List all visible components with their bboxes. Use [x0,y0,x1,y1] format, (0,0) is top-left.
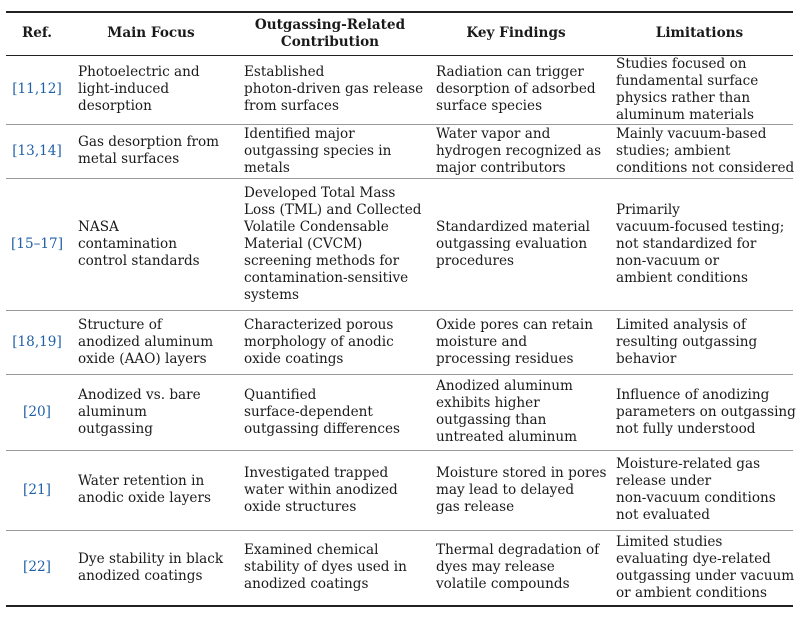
header-line: Limitations [655,25,744,42]
cell-line: Volatile Condensable [244,218,389,235]
literature-review-table [6,11,796,607]
cell-line: Water vapor and [436,125,551,142]
cell-main-focus [68,55,234,124]
cell-main-focus [68,450,234,530]
cell-main-focus [68,178,234,310]
cell-line: photon-driven gas release [244,81,424,97]
cell-line: non-vacuum or [616,252,720,269]
cell-line: Investigated trapped [244,464,389,481]
cell-line: vacuum-focused testing; [616,218,785,235]
cell-line: procedures [436,252,515,269]
cell-main-focus [68,124,234,178]
cell-line: outgassing [78,420,153,437]
cell-line: outgassing differences [244,420,400,437]
cell-line: anodized coatings [78,567,203,584]
cell-line: major contributors [436,159,566,176]
cell-line: moisture and [436,333,528,350]
cell-limitations [606,530,793,606]
cell-line: anodized aluminum [78,333,214,350]
cell-limitations [606,124,793,178]
cell-line: Anodized vs. bare [78,386,201,403]
cell-limitations [606,310,793,374]
header-contribution [234,12,426,55]
cell-line: Examined chemical [244,542,379,559]
header-main-focus [68,12,234,55]
reference-link[interactable]: [21] [23,481,51,498]
cell-line: Structure of [78,316,162,333]
reference-link[interactable]: [20] [23,403,51,420]
cell-line: or ambient conditions [616,584,767,601]
cell-line: untreated aluminum [436,429,577,445]
cell-line: anodic oxide layers [78,490,211,506]
cell-line: oxide (AAO) layers [78,350,207,367]
cell-contribution [234,310,426,374]
cell-line: metals [244,159,290,176]
cell-line: oxide structures [244,498,357,515]
cell-line: Dye stability in black [78,550,224,567]
cell-line: processing residues [436,350,574,367]
cell-line: water within anodized [244,481,398,498]
cell-line: fundamental surface [616,72,759,89]
table-row [6,310,793,374]
cell-line: exhibits higher [436,395,540,411]
reference-link[interactable]: [22] [23,559,51,576]
header-line: Contribution [280,33,380,50]
cell-line: hydrogen recognized as [436,142,602,159]
cell-line: Limited studies [616,533,723,550]
cell-line: light-induced [78,81,170,97]
cell-line: desorption of adsorbed [436,81,596,97]
reference-link[interactable]: [13,14] [12,142,62,159]
cell-key-findings [426,310,606,374]
cell-line: surface-dependent [244,403,373,420]
cell-main-focus [68,310,234,374]
cell-line: stability of dyes used in [244,559,407,576]
cell-key-findings [426,450,606,530]
cell-main-focus [68,374,234,450]
cell-line: gas release [436,498,515,515]
cell-line: Established [244,64,325,80]
header-line: Key Findings [466,25,566,42]
table-body [6,55,796,606]
cell-line: Identified major [244,125,355,142]
cell-line: resulting outgassing [616,333,758,350]
cell-line: physics rather than [616,89,751,106]
cell-line: Primarily [616,201,680,218]
cell-line: Radiation can trigger [436,64,584,80]
cell-limitations [606,450,793,530]
cell-line: outgassing species in [244,142,392,159]
cell-line: aluminum materials [616,106,754,123]
cell-line: may lead to delayed [436,481,575,498]
cell-line: metal surfaces [78,151,180,167]
header-line: Ref. [21,25,53,42]
cell-key-findings [426,530,606,606]
reference-link[interactable]: [15–17] [11,235,63,252]
cell-line: Characterized porous [244,316,394,333]
cell-line: morphology of anodic [244,333,394,350]
cell-contribution [234,374,426,450]
cell-key-findings [426,55,606,124]
table-row [6,124,793,178]
cell-line: contamination-sensitive [244,269,409,286]
cell-limitations [606,374,796,450]
cell-line: Photoelectric and [78,64,200,80]
header-ref [6,12,68,55]
cell-line: Water retention in [78,473,205,489]
cell-line: Standardized material [436,218,591,235]
cell-contribution [234,530,426,606]
cell-line: release under [616,473,712,489]
cell-line: surface species [436,98,543,114]
cell-line: systems [244,286,300,303]
cell-line: Thermal degradation of [436,542,600,559]
cell-key-findings [426,124,606,178]
cell-line: Loss (TML) and Collected [244,201,422,218]
cell-line: contamination [78,235,177,252]
cell-line: Moisture stored in pores [436,464,607,481]
header-row [6,12,793,55]
cell-line: outgassing than [436,412,547,428]
reference-link[interactable]: [11,12] [12,81,62,97]
table-row [6,450,793,530]
cell-line: Gas desorption from [78,134,220,150]
cell-main-focus [68,530,234,606]
cell-line: outgassing under vacuum [616,567,795,584]
table-row [6,178,793,310]
cell-contribution [234,124,426,178]
cell-line: Mainly vacuum-based [616,125,767,142]
cell-line: Material (CVCM) [244,235,363,252]
cell-line: NASA [78,218,119,235]
cell-line: oxide coatings [244,350,344,367]
header-limitations [606,12,793,55]
reference-link[interactable]: [18,19] [12,333,62,350]
cell-line: conditions not considered [616,159,795,176]
cell-line: screening methods for [244,252,400,269]
header-line: Main Focus [107,25,195,42]
table-row [6,530,793,606]
cell-line: non-vacuum conditions [616,490,776,506]
cell-line: Limited analysis of [616,316,746,333]
cell-contribution [234,178,426,310]
table-row [6,55,793,124]
cell-line: ambient conditions [616,269,748,286]
cell-line: not standardized for [616,235,757,252]
cell-line: dyes may release [436,559,555,576]
header-key-findings [426,12,606,55]
cell-line: outgassing evaluation [436,235,588,252]
cell-line: from surfaces [244,98,339,114]
cell-line: not fully understood [616,420,756,437]
cell-contribution [234,55,426,124]
cell-line: Quantified [244,386,317,403]
cell-limitations [606,178,793,310]
cell-line: Anodized aluminum [436,378,573,394]
cell-line: evaluating dye-related [616,550,771,567]
cell-line: behavior [616,350,677,367]
cell-line: desorption [78,98,152,114]
cell-line: Studies focused on [616,55,747,72]
cell-line: control standards [78,252,200,269]
cell-contribution [234,450,426,530]
header-line: Outgassing-Related [254,16,406,33]
cell-line: not evaluated [616,507,710,523]
cell-line: aluminum [78,403,147,420]
cell-line: Moisture-related gas [616,456,761,472]
cell-line: parameters on outgassing [616,403,796,420]
cell-line: Oxide pores can retain [436,316,593,333]
table-header [6,12,793,55]
cell-line: studies; ambient [616,142,731,159]
cell-line: Developed Total Mass [244,184,396,201]
cell-line: anodized coatings [244,576,369,593]
cell-limitations [606,55,793,124]
cell-line: volatile compounds [436,576,570,593]
cell-key-findings [426,178,606,310]
cell-key-findings [426,374,606,450]
table-row [6,374,793,450]
cell-line: Influence of anodizing [616,386,770,403]
